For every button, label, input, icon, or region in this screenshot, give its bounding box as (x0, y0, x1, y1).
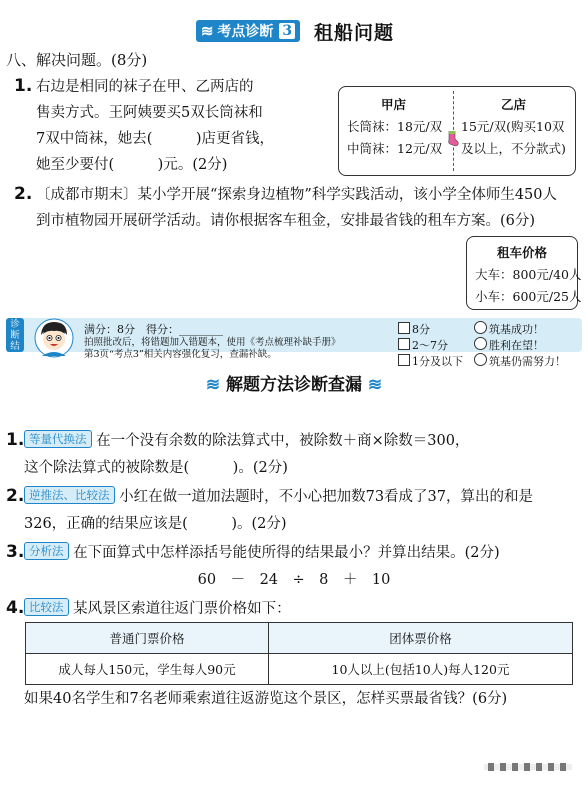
sock-icon (445, 131, 459, 147)
question-text: 她至少要付( )元。(2分) (36, 157, 228, 173)
table-cell: 10人以上(包括10人)每人120元 (269, 654, 573, 685)
section-title (0, 370, 588, 395)
question-number: 1. (14, 76, 33, 96)
diag-note: 第3页“考点3”相关内容强化复习，查漏补缺。 (84, 349, 277, 360)
wave-icon: ≋ (205, 375, 221, 395)
option-label: 1分及以下 (412, 355, 463, 368)
method-tag: 分析法 (24, 542, 69, 560)
result-label: 胜利在望！ (489, 339, 544, 352)
rent-title: 租车价格 (497, 245, 548, 260)
checkbox[interactable] (398, 322, 410, 334)
question-line: 在下面算式中怎样添括号能使所得的结果最小？并算出结果。(2分) (73, 545, 500, 561)
shop-jia-line: 中筒袜：12元/双 (347, 141, 443, 156)
shop-yi-line: 及以上，不分款式) (461, 141, 566, 156)
result-label: 筑基仍需努力！ (489, 355, 566, 368)
question-text: 这个除法算式的被除数是( )。(2分) (24, 460, 288, 476)
ticket-price-table (25, 622, 573, 685)
student-avatar-icon (34, 318, 74, 358)
method-tag: 等量代换法 (24, 430, 92, 448)
table-cell: 成人每人150元，学生每人90元 (26, 654, 269, 685)
question-text: 7双中筒袜，她去( )店更省钱， (36, 131, 275, 147)
option-label: 2～7分 (412, 339, 448, 352)
question-line: 在一个没有余数的除法算式中，被除数＋商×除数＝300， (96, 433, 470, 449)
diag-note: 拍照批改后，将错题加入错题本，使用《考点梳理补缺手册》 (84, 337, 341, 348)
question-number: 2. (6, 486, 25, 506)
question-number: 1. (6, 430, 25, 450)
question-line: 小红在做一道加法题时，不小心把加数73看成了37，算出的和是 (119, 489, 534, 505)
question-text: 326，正确的结果应该是( )。(2分) (24, 516, 287, 532)
shop-yi-title: 乙店 (501, 97, 527, 112)
rent-small: 小车：600元/25人 (475, 289, 582, 304)
checkbox[interactable] (398, 354, 410, 366)
section-title: 八、解决问题。(8分) (6, 51, 148, 69)
section-title-text: 解题方法诊断查漏 (226, 375, 362, 395)
page-title: 租船问题 (314, 22, 395, 44)
question-text: 售卖方式。王阿姨要买5双长筒袜和 (36, 105, 263, 121)
shop-price-box (338, 86, 576, 176)
question-text: 右边是相同的袜子在甲、乙两店的 (36, 79, 254, 95)
diagnosis-strip (6, 318, 582, 368)
option-label: 8分 (412, 323, 430, 336)
checkbox[interactable] (398, 338, 410, 350)
sad-face-icon (474, 353, 487, 366)
smile-face-icon (474, 321, 487, 334)
table-header: 团体票价格 (269, 623, 573, 654)
shop-yi-line: 15元/双(购买10双 (461, 119, 565, 134)
page-mark-icon (484, 760, 572, 774)
expression: 60 － 24 ÷ 8 ＋ 10 (197, 572, 391, 588)
badge-number: 3 (279, 23, 295, 39)
method-tag: 比较法 (24, 598, 69, 616)
question-number: 4. (6, 598, 25, 618)
question-text: 〔成都市期末〕某小学开展“探索身边植物”科学实践活动，该小学全体师生450人 (36, 187, 557, 203)
rent-big: 大车：800元/40人 (475, 267, 582, 282)
question-text: 如果40名学生和7名老师乘索道往返游览这个景区，怎样买票最省钱？(6分) (24, 691, 508, 707)
question-line: 某风景区索道往返门票价格如下： (73, 601, 291, 617)
diagnosis-tag: 诊断结果 (6, 318, 24, 352)
question-text (24, 540, 500, 566)
question-number: 2. (14, 184, 33, 204)
question-text (24, 484, 533, 510)
table-header: 普通门票价格 (26, 623, 269, 654)
topic-badge (196, 20, 300, 42)
shop-jia-line: 长筒袜：18元/双 (347, 119, 443, 134)
wave-icon: ≋ (200, 22, 214, 40)
question-text (24, 596, 291, 622)
badge-label: 考点诊断 (217, 24, 274, 40)
smile-face-icon (474, 337, 487, 350)
rent-price-box (466, 236, 582, 310)
question-number: 3. (6, 542, 25, 562)
score-line: 满分：8分 得分：________ (84, 323, 223, 336)
shop-jia-title: 甲店 (381, 97, 407, 112)
wave-icon: ≋ (367, 375, 383, 395)
question-text (24, 428, 469, 454)
method-tag: 逆推法、比较法 (24, 486, 115, 504)
question-text: 到市植物园开展研学活动。请你根据客车租金，安排最省钱的租车方案。(6分) (36, 213, 536, 229)
result-label: 筑基成功！ (489, 323, 544, 336)
